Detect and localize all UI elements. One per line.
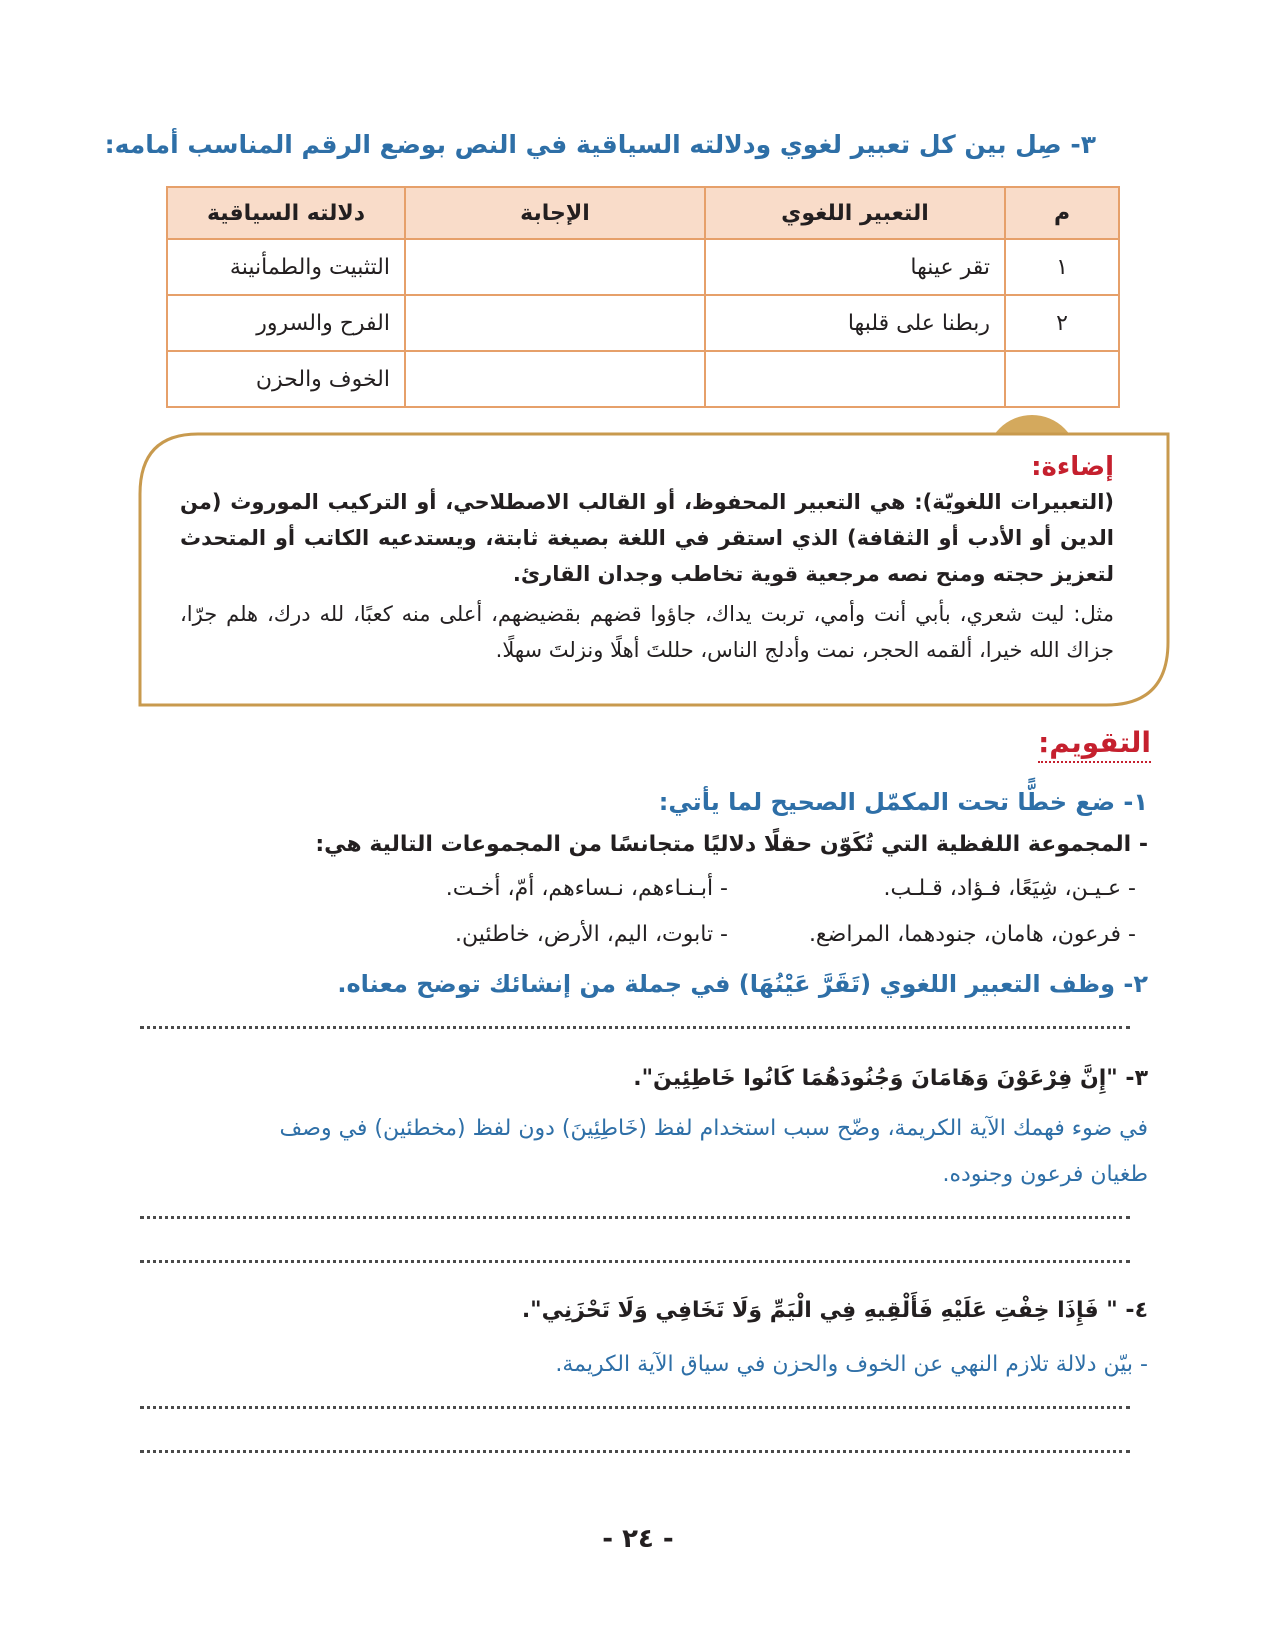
illumination-example: مثل: ليت شعري، بأبي أنت وأمي، تربت يداك، جاؤوا قضهم بقضيضهم، أعلى منه كعبًا، لله درك، هلم جرّا، جزاك الله خيرا، ألقمه الحجر، نمت وأدلج الناس، حللتَ أهلًا ونزلتَ سهلًا. (180, 602, 1114, 662)
option-3[interactable]: - فرعون، هامان، جنودهما، المراضع. (808, 922, 1136, 947)
eval-q1-title: ١- ضع خطًّا تحت المكمّل الصحيح لما يأتي: (658, 788, 1148, 816)
option-2[interactable]: - أبـنـاءهم، نـساءهم، أمّ، أخـت. (445, 876, 728, 901)
option-4[interactable]: - تابوت، اليم، الأرض، خاطئين. (454, 922, 728, 947)
matching-table (166, 186, 1120, 408)
table-row (167, 351, 1119, 407)
row-answer-cell[interactable] (405, 295, 705, 351)
eval-q3-verse: ٣- "إِنَّ فِرْعَوْنَ وَهَامَانَ وَجُنُودَهُمَا كَانُوا خَاطِئِينَ". (633, 1066, 1148, 1091)
evaluation-title: التقويم: (1038, 726, 1151, 763)
row-answer-cell[interactable] (405, 351, 705, 407)
table-row (167, 239, 1119, 295)
row-expression (705, 351, 1005, 407)
eval-q3-task-line2: طغيان فرعون وجنوده. (942, 1162, 1148, 1187)
eval-q4-task: - بيّن دلالة تلازم النهي عن الخوف والحزن في سياق الآية الكريمة. (555, 1352, 1148, 1377)
illumination-title: إضاءة: (1031, 452, 1114, 482)
eval-q2-title: ٢- وظف التعبير اللغوي (تَقَرَّ عَيْنُهَا) في جملة من إنشائك توضح معناه. (337, 970, 1148, 998)
row-num: ١ (1005, 239, 1119, 295)
header-expression: التعبير اللغوي (705, 187, 1005, 239)
page-number: - ٢٤ - (602, 1524, 674, 1554)
header-num: م (1005, 187, 1119, 239)
row-meaning: التثبيت والطمأنينة (167, 239, 405, 295)
row-expression: تقر عينها (705, 239, 1005, 295)
header-answer: الإجابة (405, 187, 705, 239)
illumination-box (138, 432, 1170, 707)
table-row (167, 295, 1119, 351)
eval-q1-stem: - المجموعة اللفظية التي تُكَوّن حقلًا دلاليًا متجانسًا من المجموعات التالية هي: (315, 832, 1148, 857)
row-num (1005, 351, 1119, 407)
row-meaning: الخوف والحزن (167, 351, 405, 407)
illumination-definition: (التعبيرات اللغويّة): هي التعبير المحفوظ، أو القالب الاصطلاحي، أو التركيب الموروث (من الدين أو الأدب أو الثقافة) الذي استقر في اللغة بصيغة ثابتة، ويستدعيه الكاتب أو المتحدث لتعزيز حجته ومنح نصه مرجعية قوية تخاطب وجدان القارئ. (180, 490, 1114, 586)
row-num: ٢ (1005, 295, 1119, 351)
answer-line[interactable] (140, 1404, 1130, 1409)
row-expression: ربطنا على قلبها (705, 295, 1005, 351)
table-header-row (167, 187, 1119, 239)
row-answer-cell[interactable] (405, 239, 705, 295)
row-meaning: الفرح والسرور (167, 295, 405, 351)
question-3-title: ٣- صِل بين كل تعبير لغوي ودلالته السياقية في النص بوضع الرقم المناسب أمامه: (104, 130, 1096, 159)
option-1[interactable]: - عـيـن، شِيَعًا، فـؤاد، قـلـب. (883, 876, 1136, 901)
header-meaning: دلالته السياقية (167, 187, 405, 239)
answer-line[interactable] (140, 1024, 1130, 1029)
eval-q3-task-line1: في ضوء فهمك الآية الكريمة، وضّح سبب استخدام لفظ (خَاطِئِينَ) دون لفظ (مخطئين) في وصف (279, 1116, 1148, 1141)
answer-line[interactable] (140, 1258, 1130, 1263)
answer-line[interactable] (140, 1214, 1130, 1219)
eval-q4-verse: ٤- " فَإِذَا خِفْتِ عَلَيْهِ فَأَلْقِيهِ فِي الْيَمِّ وَلَا تَخَافِي وَلَا تَحْزَنِي". (521, 1298, 1148, 1323)
answer-line[interactable] (140, 1448, 1130, 1453)
